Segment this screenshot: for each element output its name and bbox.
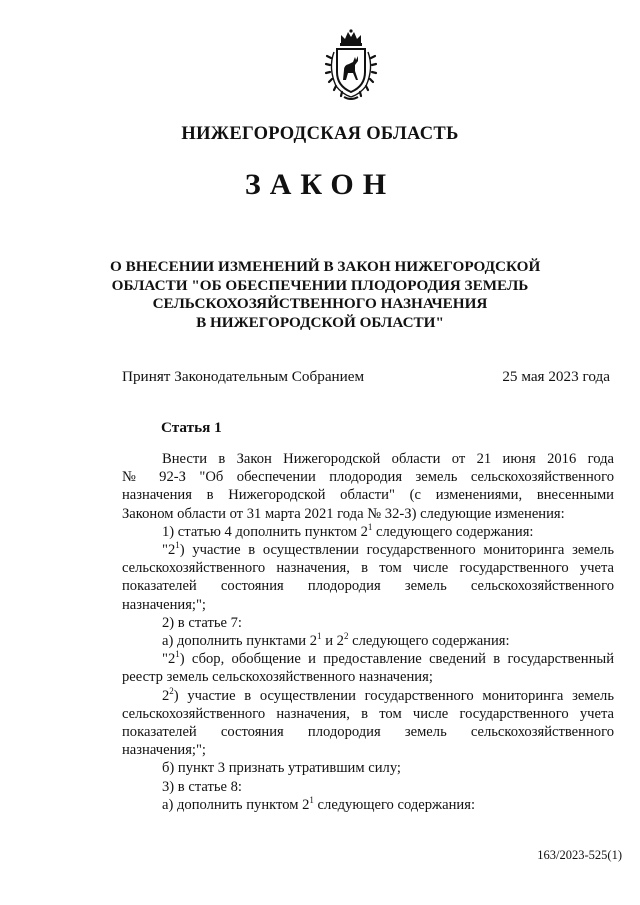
text-line: Законом области от 31 марта 2021 года № 32-З) следующие изменения: (122, 505, 565, 522)
paragraph-intro (122, 505, 614, 523)
text-fragment: 2 (162, 687, 170, 704)
quoted-item (122, 741, 614, 759)
text-fragment: а) дополнить пунктами 2 (162, 633, 318, 650)
paragraph-intro (122, 450, 614, 468)
law-title-line: В НИЖЕГОРОДСКОЙ ОБЛАСТИ" (196, 313, 444, 331)
list-item-2 (122, 614, 614, 632)
text-fragment: а) дополнить пунктом 2 (162, 796, 310, 813)
text-line: б) пункт 3 признать утратившим силу; (162, 760, 401, 777)
superscript: 1 (175, 649, 180, 660)
text-fragment: "2 (162, 651, 176, 668)
text-fragment: и 2 (321, 633, 344, 650)
list-item-1 (122, 523, 614, 541)
quoted-item (122, 668, 614, 686)
quoted-item (122, 687, 614, 705)
paragraph-intro (122, 486, 614, 504)
sub-item-a (122, 632, 614, 650)
document-type-heading: ЗАКОН (244, 168, 396, 201)
coat-of-arms-icon (322, 28, 380, 102)
quoted-item (122, 723, 614, 741)
article-heading: Статья 1 (161, 419, 222, 436)
text-line: назначения;"; (122, 596, 206, 613)
quoted-item (122, 596, 614, 614)
adopted-by-text: Принят Законодательным Собранием (122, 368, 365, 385)
text-fragment: ) сбор, обобщение и предоставление сведений в государственный (179, 651, 614, 668)
document-code: 163/2023-525(1) (537, 848, 622, 862)
quoted-item (122, 541, 614, 559)
quoted-item (122, 650, 614, 668)
text-fragment: ) участие в осуществлении государственного мониторинга земель (173, 687, 614, 704)
superscript: 1 (175, 540, 180, 551)
text-line: сельскохозяйственного назначения, в том числе государственного учета (122, 560, 614, 577)
superscript: 1 (367, 521, 373, 532)
sub-item-b (122, 759, 614, 777)
law-title-line: ОБЛАСТИ "ОБ ОБЕСПЕЧЕНИИ ПЛОДОРОДИЯ ЗЕМЕЛЬ (111, 276, 529, 294)
list-item-3 (122, 778, 614, 796)
text-line: назначения;"; (122, 742, 206, 759)
text-line: 3) в статье 8: (162, 778, 242, 795)
text-fragment: следующего содержания: (313, 796, 476, 813)
article-body (122, 450, 614, 814)
quoted-item (122, 705, 614, 723)
superscript: 1 (317, 631, 322, 642)
law-title (110, 258, 541, 332)
quoted-item (122, 559, 614, 577)
text-line: назначения в Нижегородской области" (с изменениями, внесенными (122, 487, 614, 504)
law-title-line: О ВНЕСЕНИИ ИЗМЕНЕНИЙ В ЗАКОН НИЖЕГОРОДСКОЙ (110, 258, 541, 275)
superscript: 2 (169, 685, 174, 696)
paragraph-intro (122, 468, 614, 486)
region-heading: НИЖЕГОРОДСКАЯ ОБЛАСТЬ (181, 124, 459, 144)
quoted-item (122, 577, 614, 595)
sub-item-a (122, 796, 614, 814)
text-fragment: ) участие в осуществлении государственного мониторинга земель (179, 542, 614, 559)
text-line: показателей состояния плодородия земель сельскохозяйственного (122, 724, 614, 741)
superscript: 1 (309, 794, 314, 805)
text-fragment: следующего содержания: (372, 523, 534, 540)
text-line: 2) в статье 7: (162, 614, 242, 631)
text-fragment: "2 (162, 542, 176, 559)
text-line: Внести в Закон Нижегородской области от 21 июня 2016 года (162, 451, 614, 467)
text-fragment: 1) статью 4 дополнить пунктом 2 (162, 523, 368, 540)
text-fragment: следующего содержания: (348, 633, 510, 650)
text-line: сельскохозяйственного назначения, в том числе государственного учета (122, 705, 614, 722)
superscript: 2 (343, 631, 349, 642)
text-line: показателей состояния плодородия земель сельскохозяйственного (122, 578, 614, 595)
text-line: реестр земель сельскохозяйственного назначения; (122, 669, 433, 686)
text-line: № 92-З "Об обеспечении плодородия земель сельскохозяйственного (122, 469, 614, 486)
law-title-line: СЕЛЬСКОХОЗЯЙСТВЕННОГО НАЗНАЧЕНИЯ (152, 295, 488, 312)
adoption-date: 25 мая 2023 года (502, 368, 610, 385)
